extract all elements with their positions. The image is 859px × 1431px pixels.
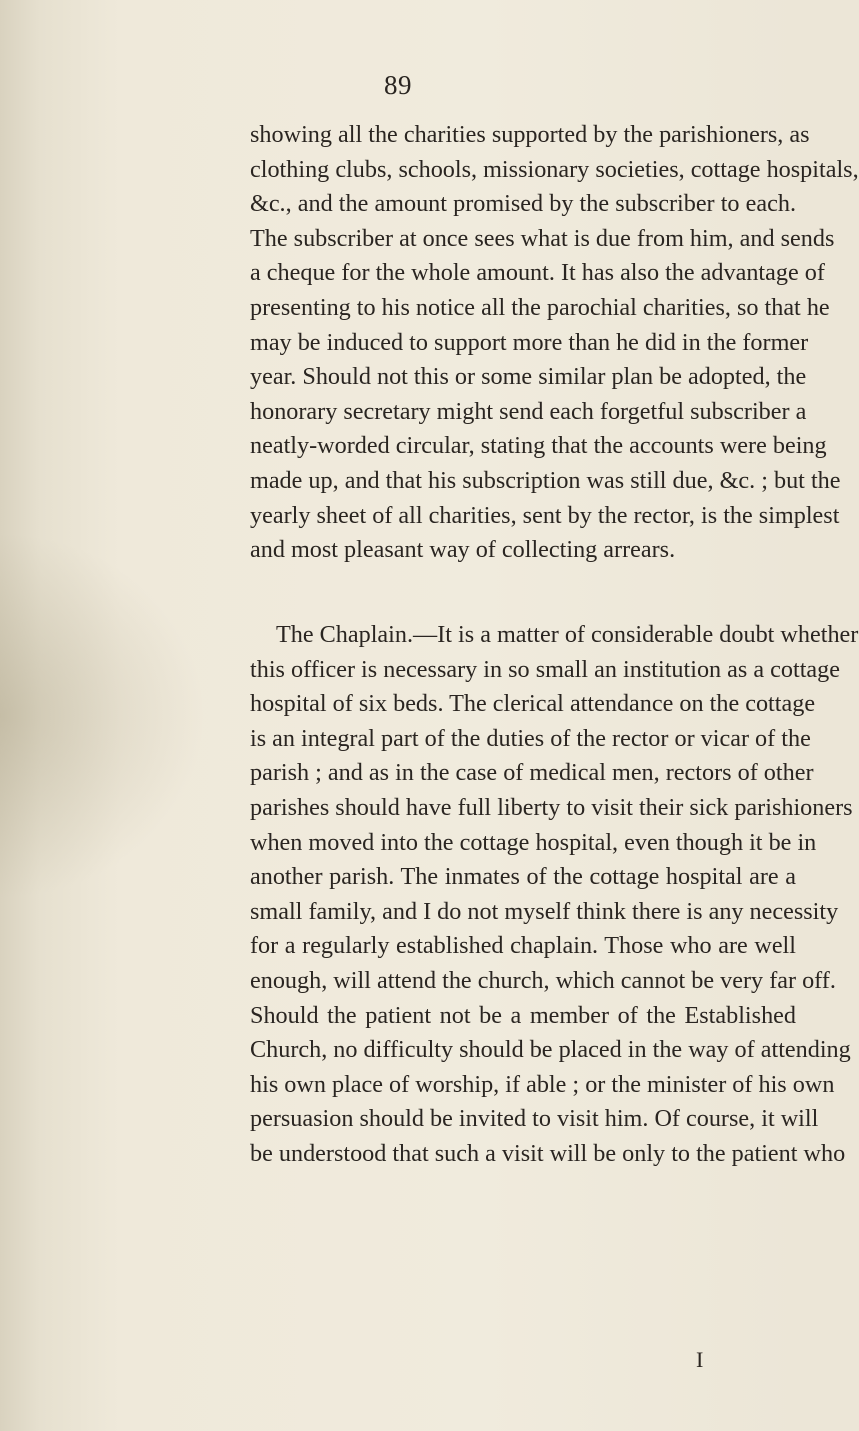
text-line: showing all the charities supported by the parishioners, as — [250, 121, 810, 148]
text-line: his own place of worship, if able ; or the minister of his own — [250, 1070, 835, 1098]
text-line: honorary secretary might send each forgetful subscriber a — [250, 397, 807, 425]
text-line: &c., and the amount promised by the subscriber to each. — [250, 190, 796, 218]
text-line: this officer is necessary in so small an institution as a cottage — [250, 655, 840, 683]
text-line: yearly sheet of all charities, sent by the rector, is the simplest — [250, 501, 840, 529]
text-line: Should the patient not be a member of the Established — [250, 1001, 796, 1029]
text-line: small family, and I do not myself think there is any necessity — [250, 897, 839, 925]
text-line: clothing clubs, schools, missionary societies, cottage hospitals, — [250, 155, 859, 183]
paragraph-chaplain — [250, 618, 859, 1172]
text-line: and most pleasant way of collecting arrears. — [250, 536, 676, 564]
text-line: enough, will attend the church, which cannot be very far off. — [250, 966, 836, 994]
page-number: 89 — [384, 70, 412, 100]
text-line: The Chaplain.—It is a matter of considerable doubt whether — [276, 621, 859, 648]
signature-mark: I — [696, 1347, 704, 1372]
text-line: parishes should have full liberty to visit their sick parishioners — [250, 793, 853, 821]
text-line: The subscriber at once sees what is due from him, and sends — [250, 224, 835, 252]
text-line: year. Should not this or some similar plan be adopted, the — [250, 363, 807, 391]
text-line: another parish. The inmates of the cottage hospital are a — [250, 863, 796, 891]
text-line: be understood that such a visit will be only to the patient who — [250, 1139, 846, 1167]
text-line: hospital of six beds. The clerical attendance on the cottage — [250, 690, 816, 718]
text-line: a cheque for the whole amount. It has also the advantage of — [250, 259, 825, 287]
text-line: when moved into the cottage hospital, even though it be in — [250, 828, 817, 856]
text-line: presenting to his notice all the parochial charities, so that he — [250, 293, 830, 321]
text-line: parish ; and as in the case of medical men, rectors of other — [250, 759, 814, 787]
text-line: for a regularly established chaplain. Those who are well — [250, 932, 796, 960]
text-line: is an integral part of the duties of the rector or vicar of the — [250, 724, 811, 752]
text-line: persuasion should be invited to visit him. Of course, it will — [250, 1105, 819, 1133]
paragraph-charities — [250, 118, 859, 568]
text-line: may be induced to support more than he did in the former — [250, 328, 809, 356]
text-line: neatly-worded circular, stating that the accounts were being — [250, 432, 827, 460]
text-line: Church, no difficulty should be placed in the way of attending — [250, 1036, 851, 1064]
text-line: made up, and that his subscription was still due, &c. ; but the — [250, 466, 841, 494]
